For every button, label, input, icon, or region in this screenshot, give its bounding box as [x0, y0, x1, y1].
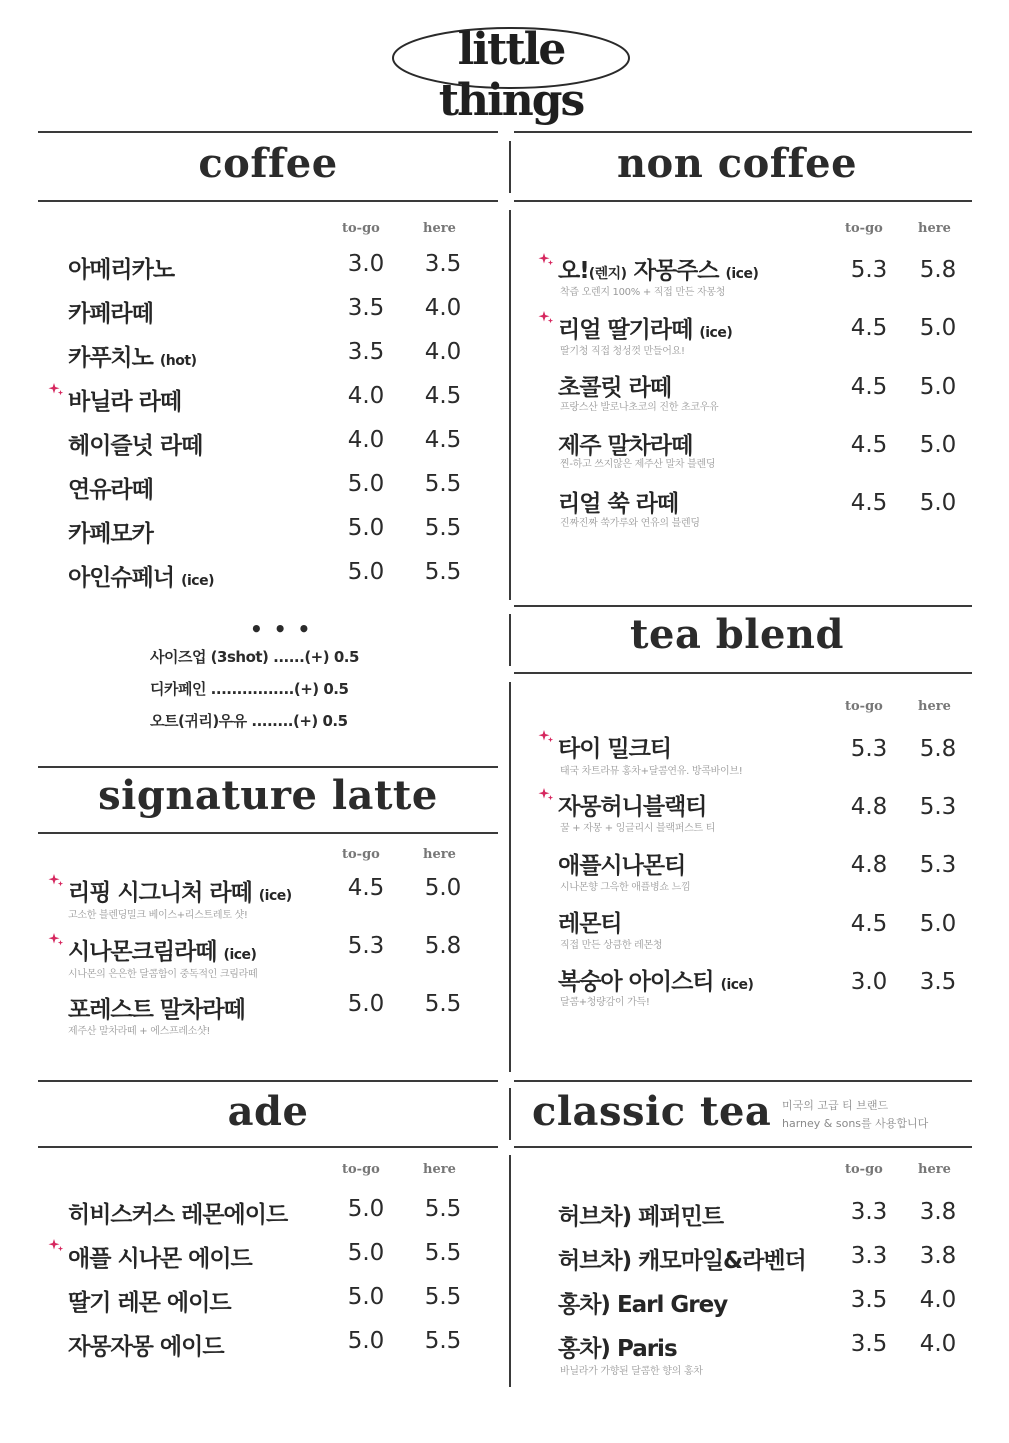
- menu-item-name: 복숭아 아이스티 (ice): [558, 969, 754, 995]
- price-togo: 3.5: [850, 1331, 888, 1357]
- price-togo: 5.0: [347, 1196, 385, 1222]
- price-togo: 5.0: [347, 471, 385, 497]
- rule: [38, 832, 498, 834]
- col-header-togo: to-go: [342, 1162, 380, 1177]
- rule: [514, 605, 972, 607]
- col-header-togo: to-go: [342, 847, 380, 862]
- menu-item-desc: 바닐라가 가향된 달콤한 향의 홍차: [560, 1366, 703, 1377]
- rule: [514, 131, 972, 133]
- menu-item-name: 히비스커스 레몬에이드: [68, 1202, 288, 1228]
- price-here: 5.0: [919, 432, 957, 458]
- menu-item-name: 자몽허니블랙티: [558, 794, 707, 820]
- rule: [38, 766, 498, 768]
- price-here: 5.5: [424, 1328, 462, 1354]
- price-here: 5.0: [919, 374, 957, 400]
- menu-item-name: 카페모카: [68, 521, 153, 547]
- menu-item-desc: 태국 차트라뮤 홍차+달콤연유. 방콕바이브!: [560, 766, 743, 777]
- price-here: 5.8: [919, 257, 957, 283]
- price-togo: 4.5: [850, 490, 888, 516]
- extra-option: 디카페인 ................(+) 0.5: [150, 680, 349, 698]
- divider: [509, 1088, 511, 1140]
- sparkle-icon: [48, 382, 62, 396]
- sparkle-icon: [538, 252, 552, 266]
- menu-item-name: 바닐라 라떼: [68, 389, 182, 415]
- price-togo: 3.5: [347, 295, 385, 321]
- menu-item-desc: 딸기청 직접 청성껏 만들어요!: [560, 346, 685, 357]
- extra-option: 오트(귀리)우유 ........(+) 0.5: [150, 712, 348, 730]
- menu-item-desc: 시나몬향 그윽한 애플병쇼 느낌: [560, 882, 691, 893]
- section-title-non-coffee: non coffee: [616, 140, 858, 187]
- sparkle-icon: [538, 787, 552, 801]
- col-header-togo: to-go: [845, 1162, 883, 1177]
- price-here: 4.5: [424, 383, 462, 409]
- divider: [509, 141, 511, 193]
- price-here: 3.5: [424, 251, 462, 277]
- price-here: 5.0: [919, 490, 957, 516]
- price-togo: 5.0: [347, 1240, 385, 1266]
- sparkle-icon: [48, 932, 62, 946]
- menu-item-desc: 꿀 + 자몽 + 잉글리시 블랙퍼스트 티: [560, 823, 716, 834]
- price-here: 5.3: [919, 794, 957, 820]
- price-togo: 5.0: [347, 1328, 385, 1354]
- col-header-togo: to-go: [845, 221, 883, 236]
- col-header-here: here: [918, 221, 951, 236]
- menu-item-name: 홍차) Paris: [558, 1336, 677, 1362]
- section-title-signature-latte: signature latte: [98, 772, 438, 819]
- rule: [38, 1080, 498, 1082]
- rule: [38, 131, 498, 133]
- menu-item-name: 리핑 시그니처 라떼 (ice): [68, 880, 292, 906]
- price-togo: 4.5: [850, 315, 888, 341]
- menu-item-name: 아인슈페너 (ice): [68, 565, 214, 591]
- divider: [509, 614, 511, 666]
- price-here: 3.8: [919, 1243, 957, 1269]
- menu-item-name: 허브차) 캐모마일&라벤더: [558, 1248, 806, 1274]
- price-togo: 5.0: [347, 559, 385, 585]
- divider: [509, 210, 511, 600]
- section-title-classic-tea: classic tea: [532, 1088, 772, 1135]
- price-togo: 3.0: [850, 969, 888, 995]
- menu-item-name: 제주 말차라떼: [558, 433, 693, 459]
- price-here: 5.0: [424, 875, 462, 901]
- divider: [509, 1155, 511, 1387]
- price-here: 5.5: [424, 1240, 462, 1266]
- menu-item-name: 연유라떼: [68, 477, 153, 503]
- price-here: 5.0: [919, 911, 957, 937]
- menu-item-desc: 프랑스산 발로나초코의 진한 초코우유: [560, 402, 719, 413]
- menu-item-name: 타이 밀크티: [558, 736, 672, 762]
- menu-item-name: 아메리카노: [68, 257, 175, 283]
- price-here: 4.5: [424, 427, 462, 453]
- menu-item-desc: 제주산 말차라떼 + 에스프레소샷!: [68, 1026, 211, 1037]
- rule: [514, 200, 972, 202]
- brand-logo: [388, 20, 634, 126]
- price-togo: 3.0: [347, 251, 385, 277]
- price-here: 5.8: [424, 933, 462, 959]
- menu-item-desc: 시나몬의 은은한 달콤함이 중독적인 크림라떼: [68, 969, 258, 980]
- price-togo: 4.5: [347, 875, 385, 901]
- sparkle-icon: [48, 873, 62, 887]
- menu-item-name: 허브차) 페퍼민트: [558, 1204, 724, 1230]
- price-here: 5.5: [424, 991, 462, 1017]
- price-togo: 5.0: [347, 515, 385, 541]
- price-togo: 4.0: [347, 383, 385, 409]
- extras-dots: • • •: [250, 617, 313, 641]
- menu-item-name: 카푸치노 (hot): [68, 345, 197, 371]
- price-here: 3.8: [919, 1199, 957, 1225]
- menu-item-name: 오!(렌지) 자몽주스 (ice): [558, 258, 759, 284]
- section-title-tea-blend: tea blend: [630, 611, 844, 658]
- menu-item-desc: 찐-하고 쓰지않은 제주산 말차 블렌딩: [560, 459, 716, 470]
- price-togo: 5.3: [850, 736, 888, 762]
- price-togo: 5.0: [347, 1284, 385, 1310]
- sparkle-icon: [538, 729, 552, 743]
- rule: [38, 1146, 498, 1148]
- price-here: 4.0: [919, 1331, 957, 1357]
- menu-item-name: 홍차) Earl Grey: [558, 1292, 728, 1318]
- menu-item-desc: 달콤+청량감이 가득!: [560, 997, 650, 1008]
- rule: [514, 1080, 972, 1082]
- section-title-ade: ade: [227, 1088, 309, 1135]
- classic-tea-note-1: 미국의 고급 티 브랜드: [782, 1099, 889, 1112]
- menu-item-name: 시나몬크림라떼 (ice): [68, 939, 257, 965]
- price-here: 4.0: [919, 1287, 957, 1313]
- menu-item-desc: 직접 만든 상큼한 레몬청: [560, 940, 663, 951]
- price-togo: 3.3: [850, 1243, 888, 1269]
- section-title-coffee: coffee: [198, 140, 338, 187]
- col-header-here: here: [918, 1162, 951, 1177]
- menu-item-desc: 착즙 오렌지 100% + 직접 만든 자몽청: [560, 287, 726, 298]
- menu-item-name: 카페라떼: [68, 301, 153, 327]
- menu-item-desc: 진짜진짜 쑥가루와 연유의 블렌딩: [560, 518, 700, 529]
- rule: [38, 200, 498, 202]
- price-here: 5.5: [424, 559, 462, 585]
- price-togo: 4.5: [850, 432, 888, 458]
- price-here: 5.5: [424, 1196, 462, 1222]
- menu-item-name: 리얼 쑥 라떼: [558, 491, 679, 517]
- menu-item-name: 자몽자몽 에이드: [68, 1334, 224, 1360]
- classic-tea-note-2: harney & sons를 사용합니다: [782, 1117, 929, 1130]
- price-here: 5.8: [919, 736, 957, 762]
- col-header-togo: to-go: [342, 221, 380, 236]
- divider: [509, 682, 511, 1072]
- rule: [514, 672, 972, 674]
- menu-item-name: 포레스트 말차라떼: [68, 997, 245, 1023]
- price-togo: 4.5: [850, 911, 888, 937]
- menu-item-name: 애플시나몬티: [558, 853, 686, 879]
- brand-name: little things: [438, 24, 584, 126]
- sparkle-icon: [48, 1238, 62, 1252]
- price-here: 4.0: [424, 295, 462, 321]
- price-togo: 4.5: [850, 374, 888, 400]
- col-header-here: here: [423, 847, 456, 862]
- price-here: 5.5: [424, 515, 462, 541]
- price-togo: 3.5: [347, 339, 385, 365]
- price-togo: 5.0: [347, 991, 385, 1017]
- price-here: 5.0: [919, 315, 957, 341]
- price-togo: 4.8: [850, 852, 888, 878]
- menu-item-name: 딸기 레몬 에이드: [68, 1290, 231, 1316]
- menu-item-desc: 고소한 블렌딩밀크 베이스+리스트레토 샷!: [68, 910, 248, 921]
- menu-item-name: 리얼 딸기라떼 (ice): [558, 317, 733, 343]
- price-here: 5.3: [919, 852, 957, 878]
- menu-item-name: 레몬티: [558, 911, 622, 937]
- rule: [514, 1146, 972, 1148]
- price-togo: 4.8: [850, 794, 888, 820]
- col-header-here: here: [918, 699, 951, 714]
- price-togo: 5.3: [347, 933, 385, 959]
- col-header-here: here: [423, 1162, 456, 1177]
- price-here: 4.0: [424, 339, 462, 365]
- price-togo: 3.5: [850, 1287, 888, 1313]
- sparkle-icon: [538, 310, 552, 324]
- price-here: 5.5: [424, 471, 462, 497]
- menu-item-name: 초콜릿 라떼: [558, 375, 672, 401]
- col-header-here: here: [423, 221, 456, 236]
- price-here: 3.5: [919, 969, 957, 995]
- price-here: 5.5: [424, 1284, 462, 1310]
- menu-item-name: 애플 시나몬 에이드: [68, 1246, 252, 1272]
- price-togo: 4.0: [347, 427, 385, 453]
- extra-option: 사이즈업 (3shot) ......(+) 0.5: [150, 648, 359, 666]
- price-togo: 3.3: [850, 1199, 888, 1225]
- price-togo: 5.3: [850, 257, 888, 283]
- menu-item-name: 헤이즐넛 라떼: [68, 433, 203, 459]
- col-header-togo: to-go: [845, 699, 883, 714]
